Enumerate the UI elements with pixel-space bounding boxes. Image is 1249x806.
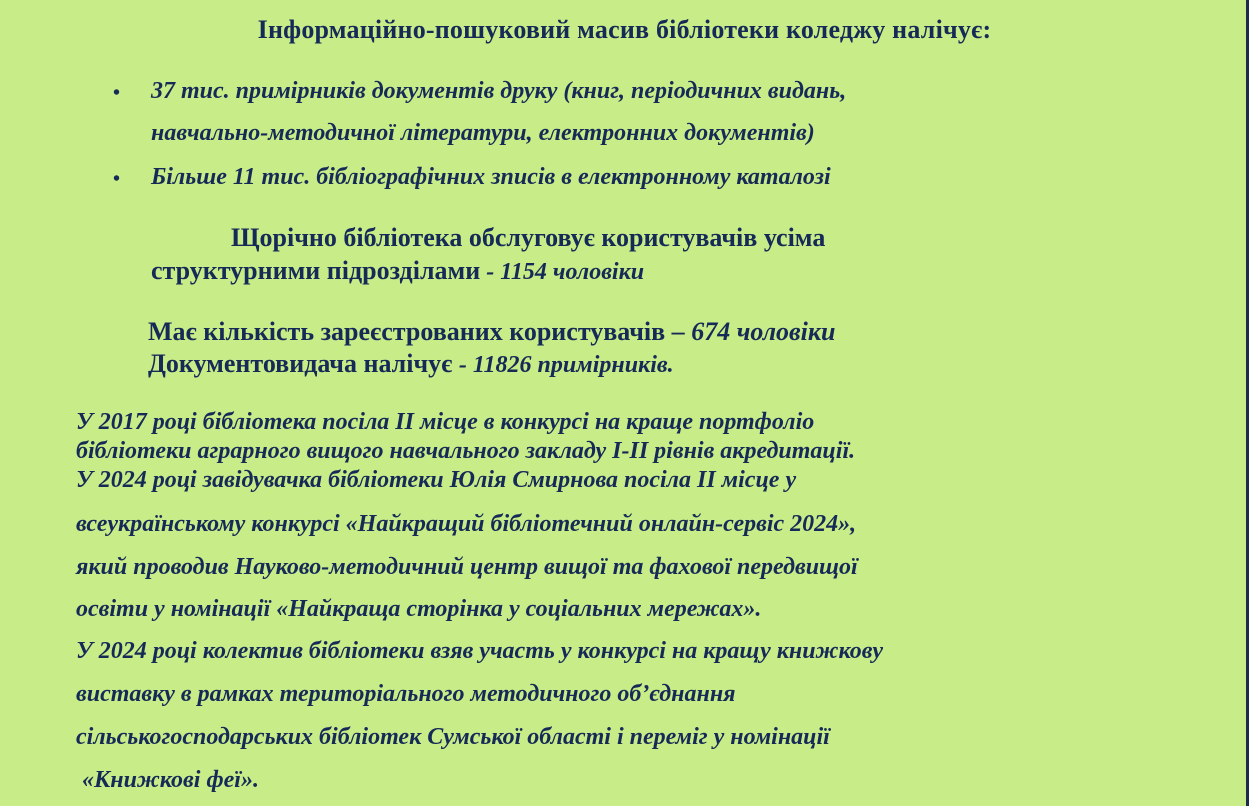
registered-users-text: Має кількість зареєстрованих користувачів – bbox=[148, 317, 692, 346]
bullet-2-line-1: Більше 11 тис. бібліографічних зписів в електронному каталозі bbox=[151, 164, 831, 190]
bullet-1-line-2: навчально-методичної літератури, електронних документів) bbox=[151, 120, 815, 146]
achievement-line-9: сільськогосподарських бібліотек Сумської області і переміг у номінації bbox=[76, 724, 830, 750]
achievement-line-8: виставку в рамках територіального методичного об’єднання bbox=[76, 681, 736, 707]
bullet-dot-1: • bbox=[113, 82, 121, 104]
achievement-line-10: «Книжкові феї». bbox=[76, 767, 259, 793]
annual-service-text: структурними підрозділами bbox=[151, 256, 481, 285]
achievement-line-1: У 2017 році бібліотека посіла ІІ місце в конкурсі на краще портфоліо bbox=[76, 409, 815, 435]
annual-service-line-2 bbox=[151, 256, 644, 286]
slide-title: Інформаційно-пошуковий масив бібліотеки коледжу налічує: bbox=[257, 15, 992, 44]
annual-service-line-1: Щорічно бібліотека обслуговує користувачів усіма bbox=[231, 223, 826, 252]
bullet-dot-2: • bbox=[113, 168, 121, 190]
issuing-text: Документовидача налічує bbox=[148, 349, 459, 378]
registered-users-value: 674 чоловіки bbox=[691, 317, 836, 346]
achievement-line-2: бібліотеки аграрного вищого навчального закладу І-ІІ рівнів акредитації. bbox=[76, 438, 856, 464]
achievement-line-5: який проводив Науково-методичний центр вищої та фахової передвищої bbox=[76, 554, 858, 580]
issuing-line bbox=[148, 349, 674, 379]
bullet-1-line-1: 37 тис. примірників документів друку (книг, періодичних видань, bbox=[151, 78, 847, 104]
achievement-line-4: всеукраїнському конкурсі «Найкращий бібліотечний онлайн-сервіс 2024», bbox=[76, 511, 857, 537]
achievement-line-7: У 2024 році колектив бібліотеки взяв участь у конкурсі на кращу книжкову bbox=[76, 638, 884, 664]
issuing-value: - 11826 примірників. bbox=[458, 352, 674, 378]
achievement-line-6: освіти у номінації «Найкраща сторінка у соціальних мережах». bbox=[76, 596, 762, 622]
registered-users-line bbox=[148, 317, 836, 347]
annual-service-value: - 1154 чоловіки bbox=[480, 259, 645, 285]
achievement-line-3: У 2024 році завідувачка бібліотеки Юлія Смирнова посіла ІІ місце у bbox=[76, 467, 797, 493]
